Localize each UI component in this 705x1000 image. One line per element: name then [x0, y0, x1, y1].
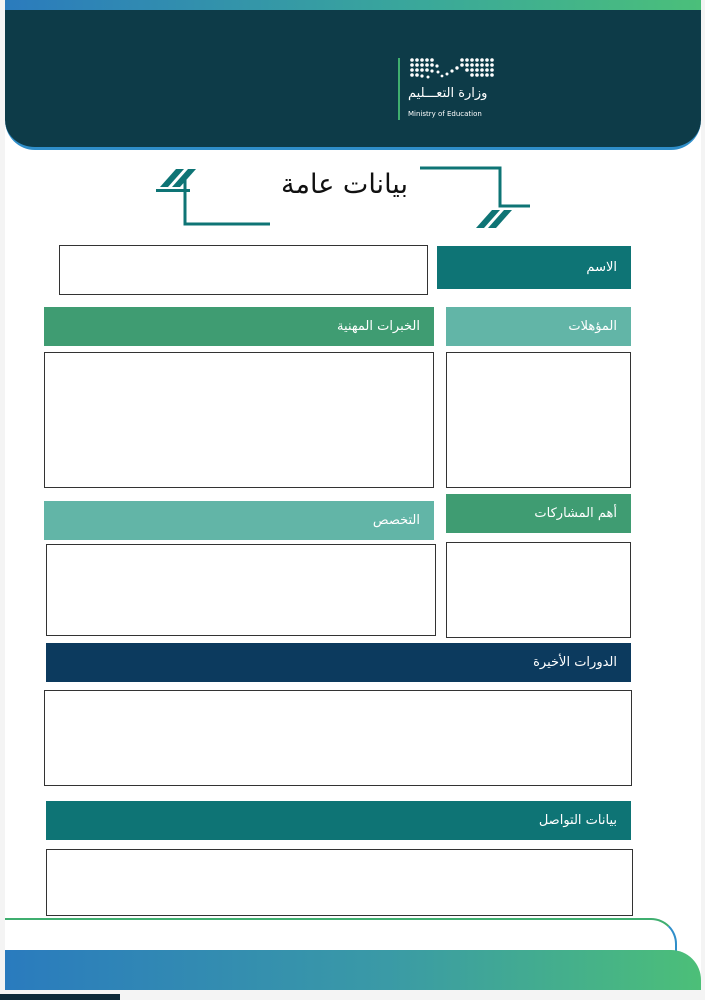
participations-field[interactable]: [446, 542, 631, 638]
logo-arabic-text: وزارة التعـــليم: [408, 86, 488, 101]
contact-label: بيانات التواصل: [46, 801, 631, 840]
contact-field[interactable]: [46, 849, 633, 916]
qualifications-field[interactable]: [446, 352, 631, 488]
qualifications-label: المؤهلات: [446, 307, 631, 346]
courses-field[interactable]: [44, 690, 632, 786]
participations-label: أهم المشاركات: [446, 494, 631, 533]
specialization-label: التخصص: [44, 501, 434, 540]
footer-banner: [5, 950, 701, 990]
ministry-logo: [398, 48, 508, 128]
experience-label: الخبرات المهنية: [44, 307, 434, 346]
logo-dots-icon: [408, 56, 498, 82]
specialization-field[interactable]: [46, 544, 436, 636]
name-field[interactable]: [59, 245, 428, 295]
document-page: [5, 0, 701, 990]
logo-divider: [398, 58, 400, 120]
courses-label: الدورات الأخيرة: [46, 643, 631, 682]
name-label: الاسم: [437, 246, 631, 289]
page-title: بيانات عامة: [281, 169, 408, 200]
experience-field[interactable]: [44, 352, 434, 488]
logo-english-text: Ministry of Education: [408, 110, 482, 118]
bottom-edge-mark: [0, 994, 120, 1000]
header-banner: [5, 10, 701, 150]
